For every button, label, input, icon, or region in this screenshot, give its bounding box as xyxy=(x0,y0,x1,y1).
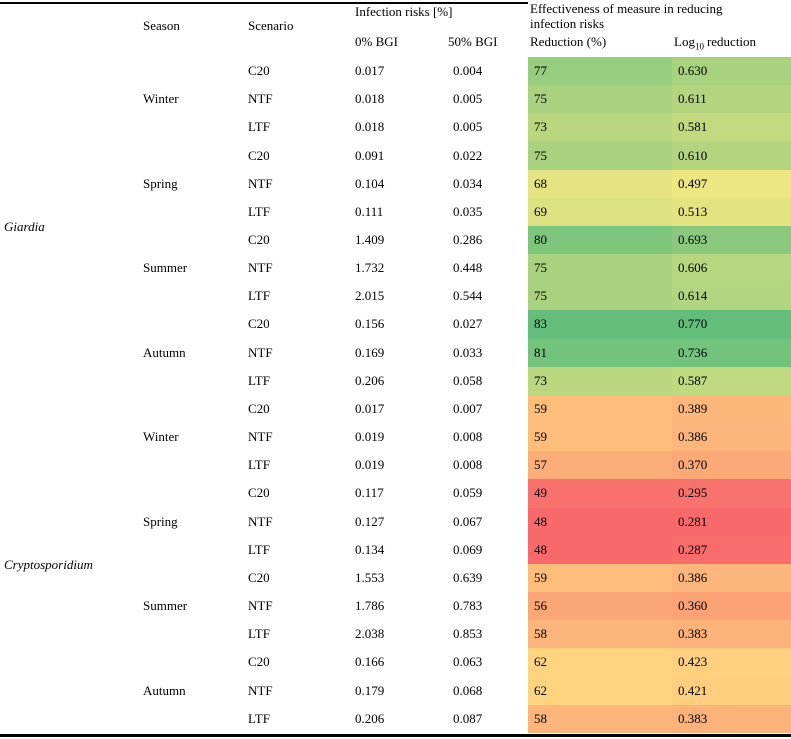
scenario-cell: LTF xyxy=(248,119,270,135)
risk-0bgi-cell: 2.038 xyxy=(355,626,385,642)
log10-reduction-cell: 0.611 xyxy=(672,85,791,113)
table-row xyxy=(0,170,791,198)
scenario-cell: LTF xyxy=(248,457,270,473)
log10-reduction-cell: 0.770 xyxy=(672,310,791,338)
season-cell xyxy=(140,705,245,733)
scenario-cell: C20 xyxy=(248,400,270,416)
log10-reduction-cell: 0.513 xyxy=(672,198,791,226)
risk-0bgi-cell: 0.017 xyxy=(355,400,385,416)
organism-spacer-cell xyxy=(0,254,140,282)
organism-spacer-cell xyxy=(0,141,140,169)
organism-label-cryptosporidium: Cryptosporidium xyxy=(4,557,93,572)
table-row xyxy=(0,254,791,282)
reduction-cell: 62 xyxy=(528,676,672,704)
scenario-cell: NTF xyxy=(248,91,273,107)
reduction-cell: 58 xyxy=(528,620,672,648)
season-cell xyxy=(140,226,245,254)
log10-reduction-cell: 0.693 xyxy=(672,226,791,254)
scenario-cell: LTF xyxy=(248,372,270,388)
table-body xyxy=(0,57,791,733)
log-header-pre: Log xyxy=(674,34,695,49)
log10-reduction-cell: 0.610 xyxy=(672,141,791,169)
reduction-cell: 58 xyxy=(528,705,672,733)
risk-0bgi-cell: 2.015 xyxy=(355,288,385,304)
scenario-cell: C20 xyxy=(248,232,270,248)
organism-spacer-cell xyxy=(0,85,140,113)
log10-reduction-cell: 0.360 xyxy=(672,592,791,620)
table-row xyxy=(0,198,791,226)
reduction-cell: 59 xyxy=(528,395,672,423)
table-row xyxy=(0,395,791,423)
season-cell xyxy=(140,57,245,85)
risk-50bgi-cell: 0.005 xyxy=(453,91,483,107)
reduction-cell: 83 xyxy=(528,310,672,338)
risk-50bgi-cell: 0.008 xyxy=(453,429,483,445)
organism-spacer-cell xyxy=(0,705,140,733)
reduction-cell: 75 xyxy=(528,282,672,310)
reduction-cell: 49 xyxy=(528,479,672,507)
season-cell xyxy=(140,648,245,676)
log10-reduction-cell: 0.630 xyxy=(672,57,791,85)
table-row xyxy=(0,620,791,648)
organism-spacer-cell xyxy=(0,536,140,564)
table-row xyxy=(0,310,791,338)
risk-0bgi-cell: 1.409 xyxy=(355,232,385,248)
season-cell: Summer xyxy=(143,598,188,614)
risk-50bgi-cell: 0.639 xyxy=(453,569,483,585)
risk-50bgi-cell: 0.008 xyxy=(453,457,483,473)
organism-label-giardia: Giardia xyxy=(4,219,45,234)
log10-reduction-cell: 0.614 xyxy=(672,282,791,310)
reduction-cell: 59 xyxy=(528,423,672,451)
table-row xyxy=(0,423,791,451)
risk-50bgi-cell: 0.068 xyxy=(453,682,483,698)
season-cell: Summer xyxy=(143,260,188,276)
log10-reduction-cell: 0.287 xyxy=(672,536,791,564)
risk-50bgi-cell: 0.007 xyxy=(453,400,483,416)
reduction-cell: 77 xyxy=(528,57,672,85)
season-cell xyxy=(140,479,245,507)
risk-0bgi-cell: 0.206 xyxy=(355,372,385,388)
risk-50bgi-cell: 0.067 xyxy=(453,513,483,529)
season-cell xyxy=(140,282,245,310)
scenario-cell: C20 xyxy=(248,654,270,670)
table-row xyxy=(0,226,791,254)
scenario-cell: NTF xyxy=(248,598,273,614)
effectiveness-group-header: Effectiveness of measure in reducing infection risks xyxy=(530,1,723,31)
log10-reduction-cell: 0.587 xyxy=(672,367,791,395)
risk-0bgi-cell: 1.732 xyxy=(355,260,385,276)
risk-50bgi-cell: 0.448 xyxy=(453,260,483,276)
table-row xyxy=(0,564,791,592)
log10-reduction-cell: 0.389 xyxy=(672,395,791,423)
reduction-cell: 75 xyxy=(528,254,672,282)
risk-50bgi-cell: 0.069 xyxy=(453,541,483,557)
scenario-cell: LTF xyxy=(248,203,270,219)
risk-50bgi-cell: 0.063 xyxy=(453,654,483,670)
organism-spacer-cell xyxy=(0,676,140,704)
risk-0bgi-cell: 0.019 xyxy=(355,429,385,445)
bgi-50-column-header: 50% BGI xyxy=(448,34,498,49)
risk-0bgi-cell: 0.206 xyxy=(355,710,385,726)
log10-reduction-cell: 0.386 xyxy=(672,564,791,592)
table-row xyxy=(0,705,791,733)
reduction-cell: 81 xyxy=(528,339,672,367)
scenario-cell: NTF xyxy=(248,175,273,191)
scenario-cell: C20 xyxy=(248,147,270,163)
reduction-cell: 80 xyxy=(528,226,672,254)
log10-reduction-cell: 0.281 xyxy=(672,508,791,536)
organism-spacer-cell xyxy=(0,395,140,423)
season-cell: Spring xyxy=(143,175,178,191)
season-cell xyxy=(140,620,245,648)
risk-0bgi-cell: 0.179 xyxy=(355,682,385,698)
organism-spacer-cell xyxy=(0,170,140,198)
log-header-post: reduction xyxy=(706,34,757,49)
reduction-cell: 59 xyxy=(528,564,672,592)
risk-50bgi-cell: 0.022 xyxy=(453,147,483,163)
log10-reduction-cell: 0.295 xyxy=(672,479,791,507)
organism-spacer-cell xyxy=(0,479,140,507)
scenario-cell: C20 xyxy=(248,485,270,501)
log10-reduction-cell: 0.606 xyxy=(672,254,791,282)
reduction-cell: 57 xyxy=(528,451,672,479)
organism-spacer-cell xyxy=(0,57,140,85)
risk-50bgi-cell: 0.027 xyxy=(453,316,483,332)
scenario-column-header: Scenario xyxy=(248,18,294,33)
table-row xyxy=(0,592,791,620)
risk-50bgi-cell: 0.035 xyxy=(453,203,483,219)
table-row xyxy=(0,479,791,507)
reduction-cell: 68 xyxy=(528,170,672,198)
log10-reduction-cell: 0.581 xyxy=(672,113,791,141)
reduction-cell: 56 xyxy=(528,592,672,620)
organism-spacer-cell xyxy=(0,339,140,367)
risk-0bgi-cell: 0.104 xyxy=(355,175,385,191)
risk-0bgi-cell: 0.166 xyxy=(355,654,385,670)
log10-reduction-cell: 0.386 xyxy=(672,423,791,451)
risk-0bgi-cell: 1.786 xyxy=(355,598,385,614)
season-cell xyxy=(140,536,245,564)
log10-reduction-cell: 0.383 xyxy=(672,620,791,648)
log-header-subscript: 10 xyxy=(694,41,704,52)
scenario-cell: LTF xyxy=(248,626,270,642)
log10-reduction-cell: 0.370 xyxy=(672,451,791,479)
season-column-header: Season xyxy=(143,18,180,33)
season-cell: Spring xyxy=(143,513,178,529)
table-row xyxy=(0,508,791,536)
infection-risks-group-header: Infection risks [%] xyxy=(355,4,453,19)
reduction-cell: 48 xyxy=(528,508,672,536)
scenario-cell: LTF xyxy=(248,288,270,304)
organism-spacer-cell xyxy=(0,113,140,141)
risk-50bgi-cell: 0.286 xyxy=(453,232,483,248)
table-row xyxy=(0,282,791,310)
reduction-cell: 75 xyxy=(528,141,672,169)
reduction-cell: 75 xyxy=(528,85,672,113)
scenario-cell: C20 xyxy=(248,316,270,332)
season-cell: Winter xyxy=(143,429,179,445)
risk-0bgi-cell: 0.134 xyxy=(355,541,385,557)
organism-spacer-cell xyxy=(0,648,140,676)
log10-reduction-cell: 0.736 xyxy=(672,339,791,367)
table-row xyxy=(0,536,791,564)
table-row xyxy=(0,451,791,479)
risk-0bgi-cell: 0.017 xyxy=(355,63,385,79)
risk-50bgi-cell: 0.544 xyxy=(453,288,483,304)
log10-reduction-cell: 0.421 xyxy=(672,676,791,704)
season-cell xyxy=(140,564,245,592)
season-cell: Winter xyxy=(143,91,179,107)
season-cell: Autumn xyxy=(143,344,186,360)
table-row xyxy=(0,648,791,676)
risk-0bgi-cell: 0.111 xyxy=(355,203,384,219)
risk-50bgi-cell: 0.058 xyxy=(453,372,483,388)
log10-reduction-cell: 0.383 xyxy=(672,705,791,733)
scenario-cell: NTF xyxy=(248,513,273,529)
risk-0bgi-cell: 0.018 xyxy=(355,91,385,107)
risk-0bgi-cell: 0.127 xyxy=(355,513,385,529)
scenario-cell: NTF xyxy=(248,260,273,276)
table-row xyxy=(0,676,791,704)
season-cell xyxy=(140,367,245,395)
risk-0bgi-cell: 1.553 xyxy=(355,569,385,585)
organism-spacer-cell xyxy=(0,198,140,226)
reduction-column-header: Reduction (%) xyxy=(530,34,607,49)
reduction-cell: 73 xyxy=(528,367,672,395)
table-row xyxy=(0,113,791,141)
organism-spacer-cell xyxy=(0,620,140,648)
log10-reduction-column-header xyxy=(674,34,756,50)
organism-spacer-cell xyxy=(0,367,140,395)
organism-spacer-cell xyxy=(0,226,140,254)
table-row xyxy=(0,367,791,395)
bgi-0-column-header: 0% BGI xyxy=(355,34,398,49)
scenario-cell: NTF xyxy=(248,344,273,360)
risk-0bgi-cell: 0.117 xyxy=(355,485,384,501)
table-row xyxy=(0,57,791,85)
risk-0bgi-cell: 0.018 xyxy=(355,119,385,135)
scenario-cell: LTF xyxy=(248,541,270,557)
log10-reduction-cell: 0.497 xyxy=(672,170,791,198)
season-cell xyxy=(140,310,245,338)
organism-spacer-cell xyxy=(0,508,140,536)
table-row xyxy=(0,85,791,113)
organism-spacer-cell xyxy=(0,564,140,592)
season-cell xyxy=(140,451,245,479)
scenario-cell: C20 xyxy=(248,63,270,79)
organism-spacer-cell xyxy=(0,423,140,451)
season-cell xyxy=(140,395,245,423)
risk-50bgi-cell: 0.033 xyxy=(453,344,483,360)
season-cell xyxy=(140,113,245,141)
log10-reduction-cell: 0.423 xyxy=(672,648,791,676)
organism-spacer-cell xyxy=(0,592,140,620)
scenario-cell: C20 xyxy=(248,569,270,585)
risk-50bgi-cell: 0.004 xyxy=(453,63,483,79)
season-cell xyxy=(140,141,245,169)
organism-spacer-cell xyxy=(0,451,140,479)
table-row xyxy=(0,339,791,367)
reduction-cell: 69 xyxy=(528,198,672,226)
season-cell xyxy=(140,198,245,226)
risk-50bgi-cell: 0.005 xyxy=(453,119,483,135)
risk-50bgi-cell: 0.034 xyxy=(453,175,483,191)
risk-0bgi-cell: 0.019 xyxy=(355,457,385,473)
risk-0bgi-cell: 0.156 xyxy=(355,316,385,332)
risk-50bgi-cell: 0.783 xyxy=(453,598,483,614)
organism-spacer-cell xyxy=(0,282,140,310)
scenario-cell: NTF xyxy=(248,682,273,698)
risk-50bgi-cell: 0.853 xyxy=(453,626,483,642)
scenario-cell: NTF xyxy=(248,429,273,445)
reduction-cell: 48 xyxy=(528,536,672,564)
season-cell: Autumn xyxy=(143,682,186,698)
risk-0bgi-cell: 0.169 xyxy=(355,344,385,360)
table-row xyxy=(0,141,791,169)
reduction-cell: 73 xyxy=(528,113,672,141)
risk-0bgi-cell: 0.091 xyxy=(355,147,385,163)
scenario-cell: LTF xyxy=(248,710,270,726)
reduction-cell: 62 xyxy=(528,648,672,676)
organism-spacer-cell xyxy=(0,310,140,338)
risk-50bgi-cell: 0.059 xyxy=(453,485,483,501)
risk-50bgi-cell: 0.087 xyxy=(453,710,483,726)
table-bottom-rule xyxy=(0,734,791,737)
